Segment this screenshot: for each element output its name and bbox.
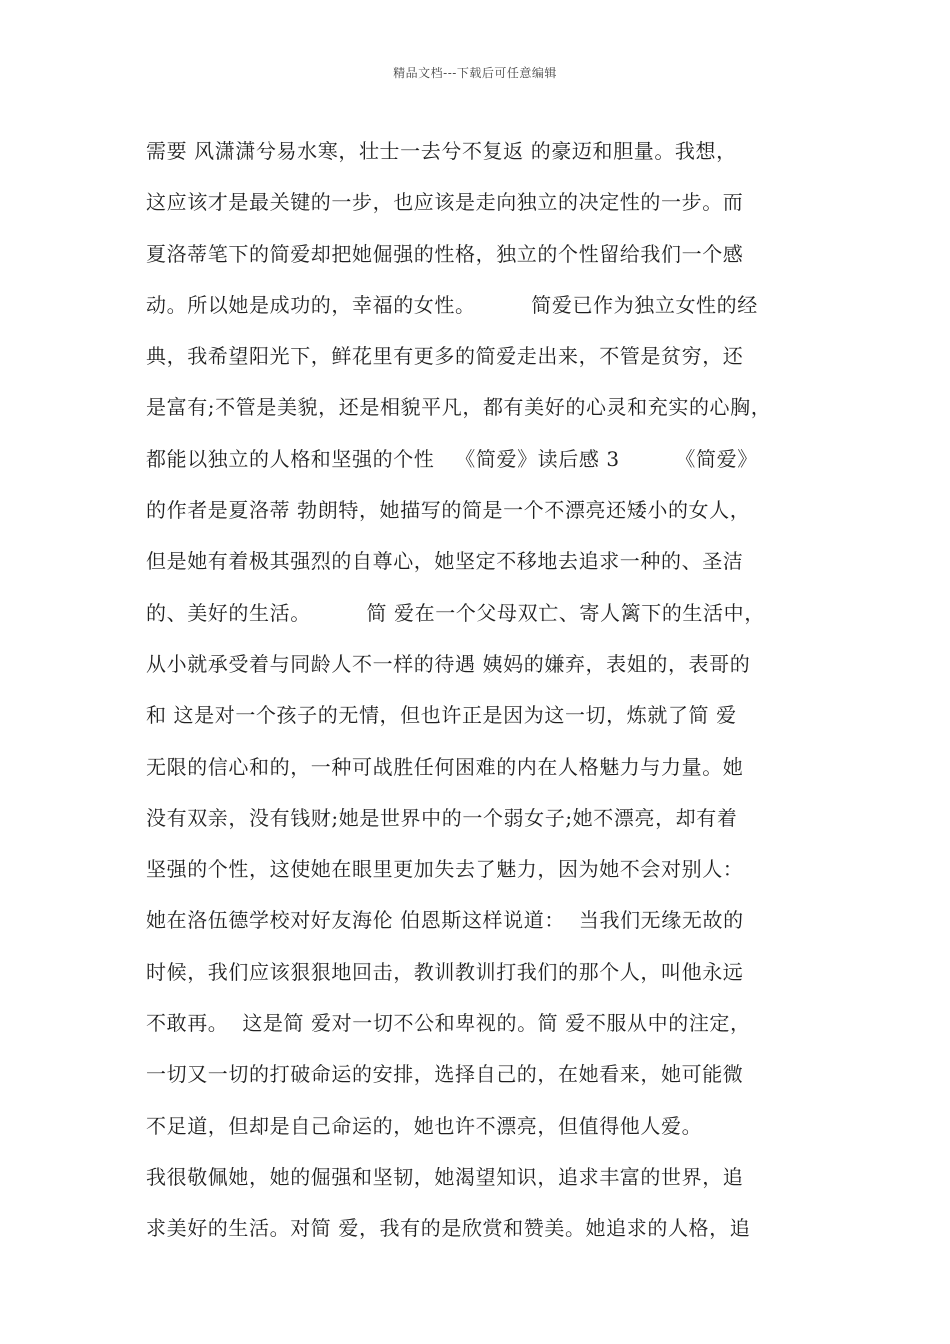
text-line: 她在洛伍德学校对好友海伦 伯恩斯这样说道： 当我们无缘无故的 [146,908,744,933]
document-body [146,130,826,1259]
text-line: 但是她有着极其强烈的自尊心，她坚定不移地去追求一种的、圣洁 [146,549,744,574]
text-line: 的作者是夏洛蒂 勃朗特，她描写的简是一个不漂亮还矮小的女人， [146,498,751,523]
text-line: 一切又一切的打破命运的安排，选择自己的，在她看来，她可能微 [146,1062,744,1087]
text-line: 求美好的生活。对简 爱，我有的是欣赏和赞美。她追求的人格，追 [146,1216,751,1241]
text-line: 我很敬佩她，她的倔强和坚韧，她渴望知识，追求丰富的世界，追 [146,1164,744,1189]
text-line: 从小就承受着与同龄人不一样的待遇 姨妈的嫌弃，表姐的，表哥的 [146,651,751,676]
text-line: 的、美好的生活。 简 爱在一个父母双亡、寄人篱下的生活中， [146,600,765,625]
text-line: 需要 风潇潇兮易水寒，壮士一去兮不复返 的豪迈和胆量。我想， [146,139,737,163]
text-line: 都能以独立的人格和坚强的个性 《简爱》读后感 3 《简爱》 [146,446,758,471]
text-line: 动。所以她是成功的，幸福的女性。 简爱已作为独立女性的经 [146,292,758,317]
text-line: 没有双亲，没有钱财;她是世界中的一个弱女子;她不漂亮，却有着 [146,805,738,830]
text-line: 这应该才是最关键的一步，也应该是走向独立的决定性的一步。而 [146,190,744,215]
text-line: 典，我希望阳光下，鲜花里有更多的简爱走出来，不管是贫穷，还 [146,344,744,369]
text-line: 坚强的个性，这使她在眼里更加失去了魅力，因为她不会对别人： [146,857,744,882]
text-line: 无限的信心和的，一种可战胜任何困难的内在人格魅力与力量。她 [146,754,744,779]
text-line: 夏洛蒂笔下的简爱却把她倔强的性格，独立的个性留给我们一个感 [146,241,744,266]
page-header: 精品文档---下载后可任意编辑 [393,66,557,80]
text-line: 是富有;不管是美貌，还是相貌平凡，都有美好的心灵和充实的心胸， [146,395,772,420]
text-line: 不足道，但却是自己命运的，她也许不漂亮，但值得他人爱。 [146,1113,703,1138]
text-line: 时候，我们应该狠狠地回击，教训教训打我们的那个人，叫他永远 [146,959,744,984]
text-line: 和 这是对一个孩子的无情，但也许正是因为这一切，炼就了简 爱 [146,703,737,728]
text-line: 不敢再。 这是简 爱对一切不公和卑视的。简 爱不服从中的注定， [146,1011,751,1036]
